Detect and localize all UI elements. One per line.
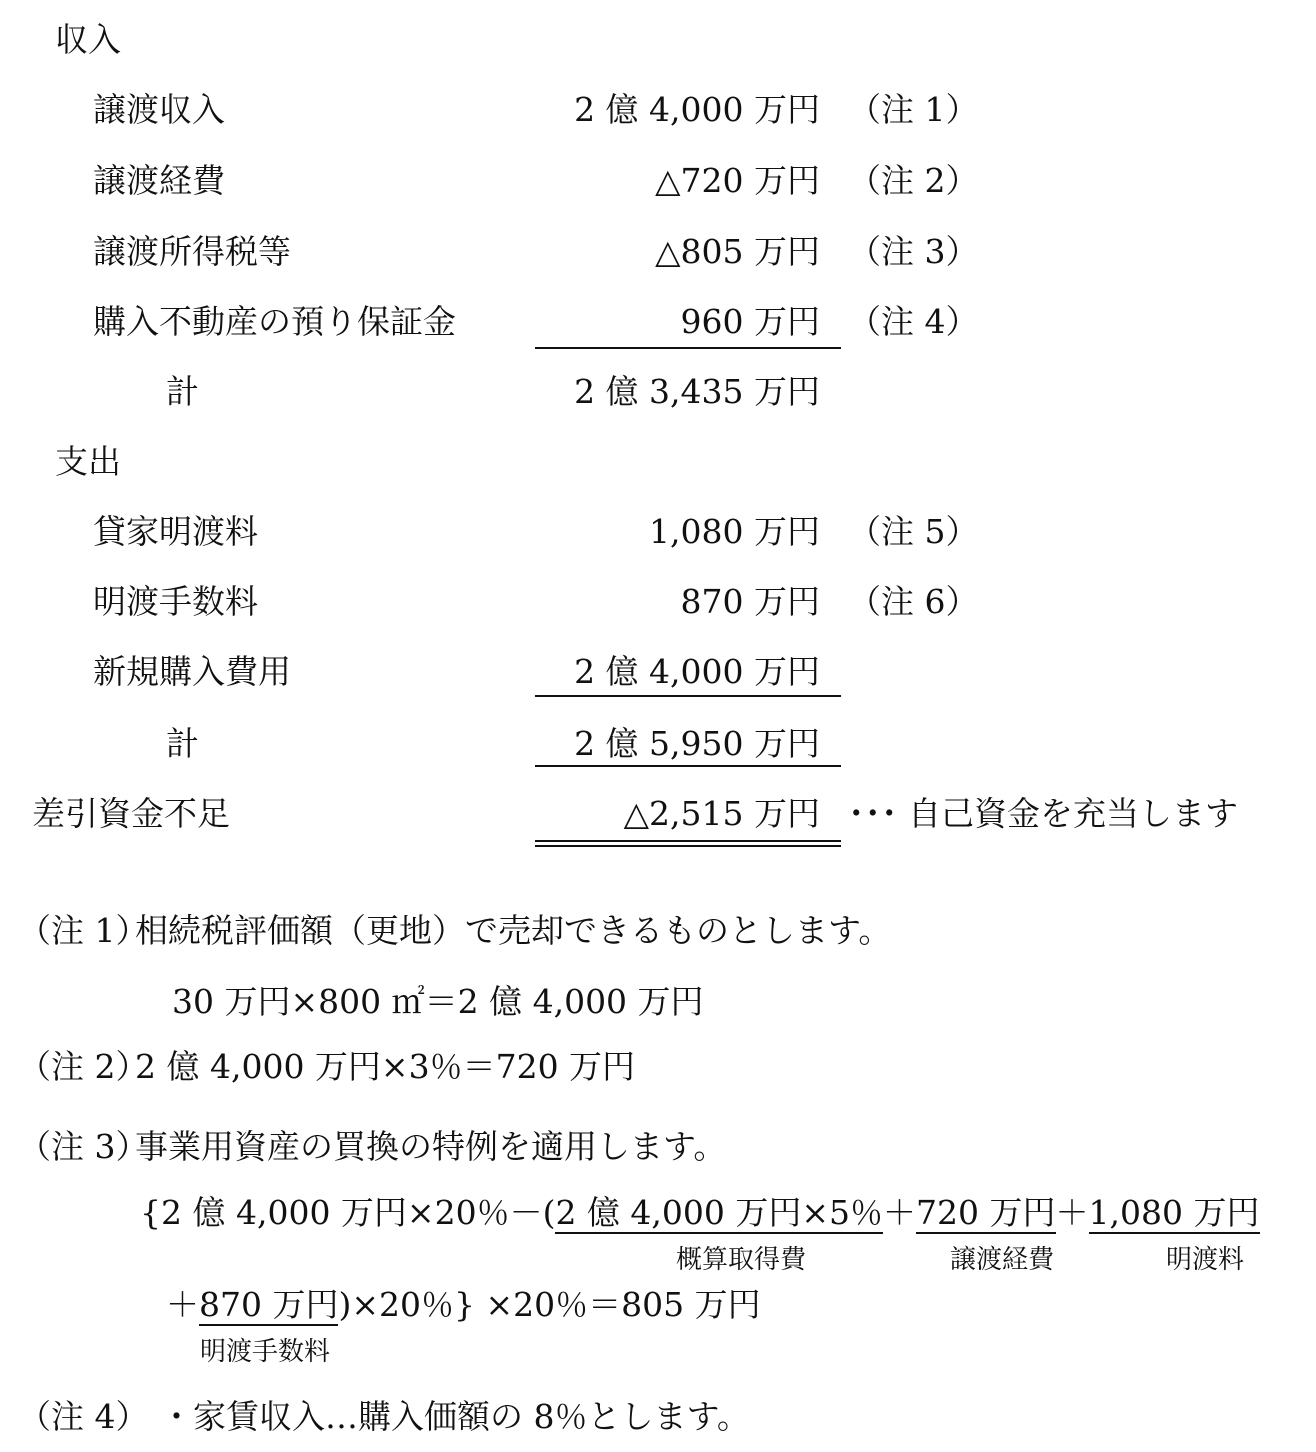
income-row-label: 購入不動産の預り保証金: [93, 302, 456, 341]
income-total-amount: 2 億 3,435 万円: [574, 372, 820, 411]
caption-eviction-commission: 明渡手数料: [200, 1337, 331, 1367]
caption-eviction-fee: 明渡料: [1166, 1245, 1245, 1275]
income-row-note: （注 4）: [848, 302, 979, 341]
note-text: 事業用資産の買換の特例を適用します。: [135, 1127, 727, 1166]
note-tag: （注 2）: [18, 1047, 149, 1086]
formula-plus: ＋: [166, 1285, 199, 1324]
note-tag: （注 4）: [18, 1397, 149, 1436]
note-tag: （注 1）: [18, 911, 149, 950]
total-rule: [535, 765, 841, 767]
subtotal-rule: [535, 695, 841, 697]
income-heading: 収入: [55, 20, 121, 59]
formula-plus: ＋: [1055, 1193, 1089, 1232]
double-rule: [535, 840, 841, 847]
subtotal-rule: [535, 347, 841, 349]
note-formula: 30 万円×800 ㎡＝2 億 4,000 万円: [172, 982, 704, 1021]
expense-row-amount: 870 万円: [680, 582, 820, 621]
income-row-note: （注 3）: [848, 232, 979, 271]
formula-plus: ＋: [883, 1193, 917, 1232]
expense-row-note: （注 5）: [848, 512, 979, 551]
formula-rest: )×20％} ×20％＝805 万円: [338, 1285, 761, 1324]
note-text: ・家賃収入…購入価額の 8％とします。: [160, 1397, 750, 1436]
income-total-label: 計: [166, 372, 199, 411]
formula-transfer-cost: 720 万円: [916, 1193, 1056, 1232]
shortfall-amount: △2,515 万円: [623, 794, 820, 833]
income-row-label: 譲渡所得税等: [93, 232, 291, 271]
expense-row-amount: 1,080 万円: [649, 512, 820, 551]
formula-acquisition-cost: 2 億 4,000 万円×5％: [555, 1193, 884, 1232]
note-text: 相続税評価額（更地）で売却できるものとします。: [135, 911, 892, 950]
caption-transfer-cost: 譲渡経費: [950, 1245, 1055, 1275]
income-row-amount: 960 万円: [680, 302, 820, 341]
income-row-amount: △805 万円: [655, 232, 820, 271]
income-row-amount: 2 億 4,000 万円: [574, 90, 820, 129]
formula-open: {2 億 4,000 万円×20％－(: [140, 1193, 556, 1232]
formula-eviction-commission: 870 万円: [199, 1285, 339, 1324]
caption-acquisition-cost: 概算取得費: [676, 1245, 807, 1275]
expense-row-label: 新規購入費用: [93, 652, 291, 691]
expense-heading: 支出: [55, 442, 121, 481]
shortfall-label: 差引資金不足: [32, 794, 230, 833]
expense-row-amount: 2 億 4,000 万円: [574, 652, 820, 691]
income-row-amount: △720 万円: [655, 161, 820, 200]
income-row-note: （注 1）: [848, 90, 979, 129]
expense-row-label: 貸家明渡料: [93, 512, 258, 551]
income-row-label: 譲渡経費: [93, 161, 225, 200]
expense-row-label: 明渡手数料: [93, 582, 258, 621]
formula-line-2: [166, 1279, 761, 1326]
expense-total-amount: 2 億 5,950 万円: [574, 724, 820, 763]
income-row-note: （注 2）: [848, 161, 979, 200]
expense-total-label: 計: [166, 724, 199, 763]
note-tag: （注 3）: [18, 1127, 149, 1166]
note-text: 2 億 4,000 万円×3％＝720 万円: [135, 1047, 636, 1086]
shortfall-comment: ･･･ 自己資金を充当します: [848, 794, 1238, 833]
income-row-label: 譲渡収入: [93, 90, 225, 129]
expense-row-note: （注 6）: [848, 582, 979, 621]
formula-line-1: [140, 1187, 1260, 1234]
formula-eviction-fee: 1,080 万円: [1088, 1193, 1260, 1232]
